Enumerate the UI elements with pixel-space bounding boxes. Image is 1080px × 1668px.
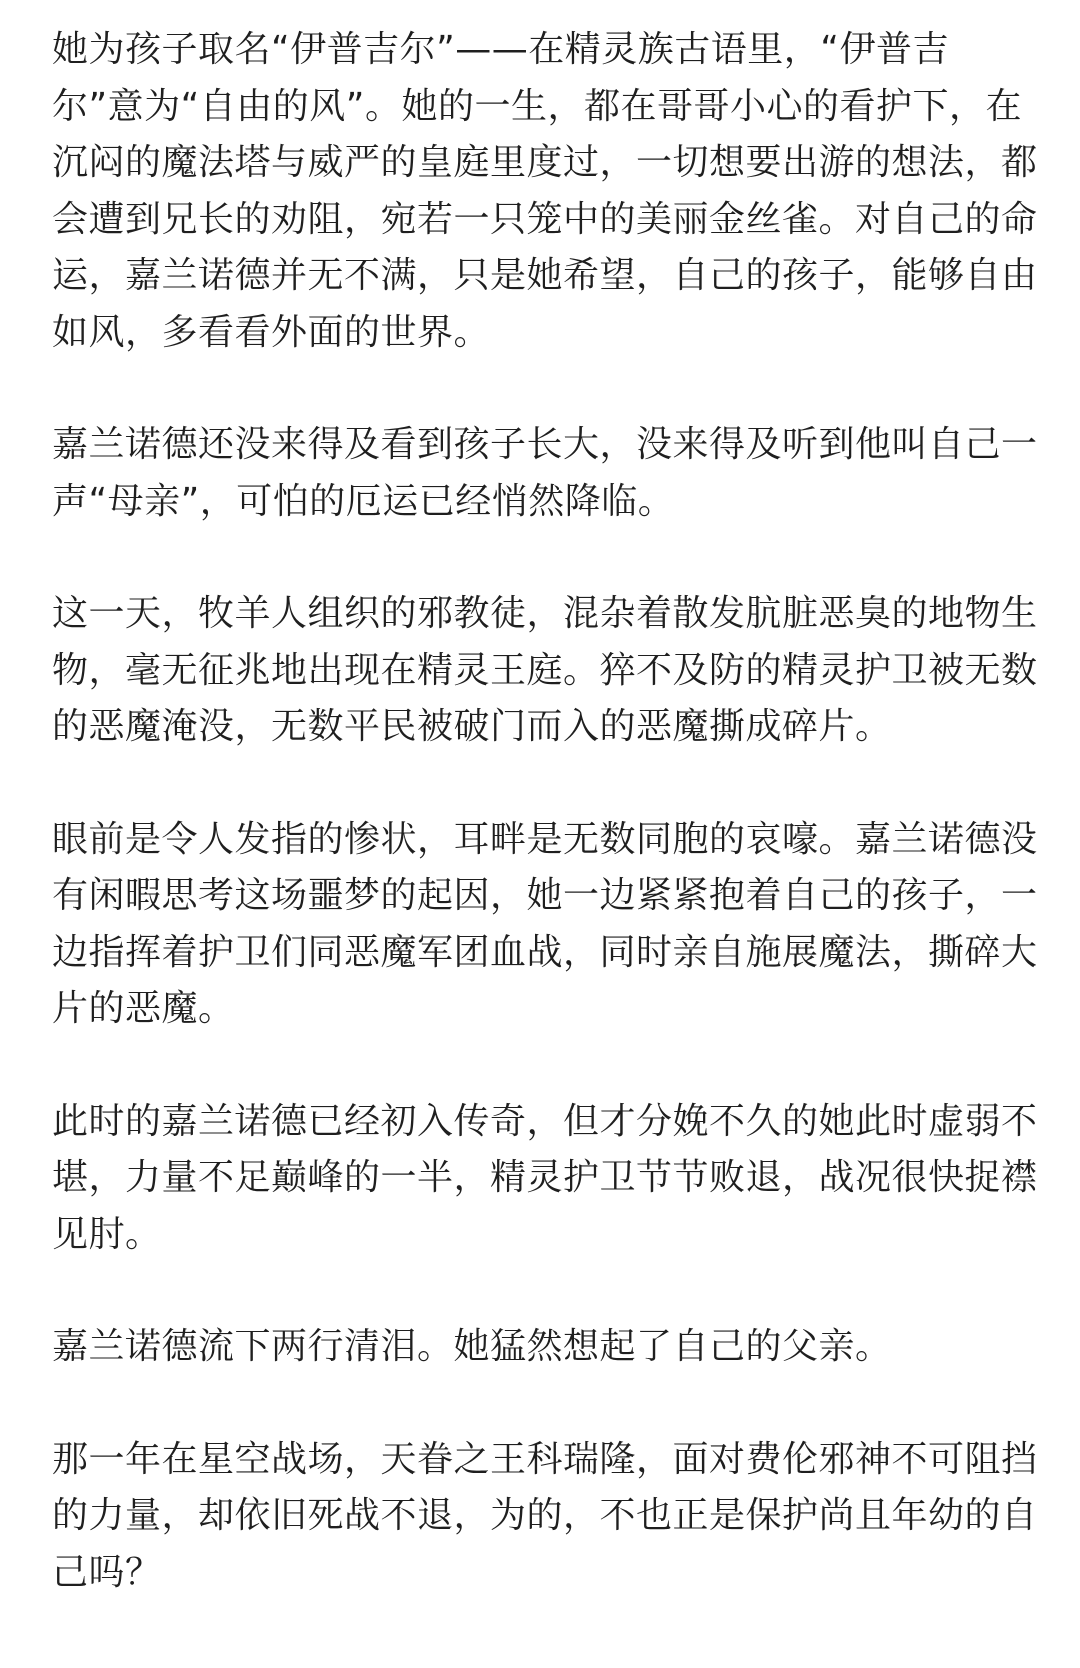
paragraph-3: 这一天，牧羊人组织的邪教徒，混杂着散发肮脏恶臭的地物生物，毫无征兆地出现在精灵王庭。猝不及防的精灵护卫被无数的恶魔淹没，无数平民被破门而入的恶魔撕成碎片。 (52, 593, 1038, 747)
paragraph-4: 眼前是令人发指的惨状，耳畔是无数同胞的哀嚎。嘉兰诺德没有闲暇思考这场噩梦的起因，她一边紧紧抱着自己的孩子，一边指挥着护卫们同恶魔军团血战，同时亲自施展魔法，撕碎大片的恶魔。 (52, 818, 1038, 1029)
paragraph-7: 那一年在星空战场，天眷之王科瑞隆，面对费伦邪神不可阻挡的力量，却依旧死战不退，为的，不也正是保护尚且年幼的自己吗？ (52, 1438, 1038, 1593)
paragraph-5: 此时的嘉兰诺德已经初入传奇，但才分娩不久的她此时虚弱不堪，力量不足巅峰的一半，精灵护卫节节败退，战况很快捉襟见肘。 (52, 1100, 1038, 1255)
paragraph-6: 嘉兰诺德流下两行清泪。她猛然想起了自己的父亲。 (52, 1326, 892, 1367)
paragraph-1: 她为孩子取名“伊普吉尔”——在精灵族古语里，“伊普吉尔”意为“自由的风”。她的一生，都在哥哥小心的看护下，在沉闷的魔法塔与威严的皇庭里度过，一切想要出游的想法，都会遭到兄长的劝阻，宛若一只笼中的美丽金丝雀。对自己的命运，嘉兰诺德并无不满，只是她希望，自己的孩子，能够自由如风，多看看外面的世界。 (52, 29, 1038, 353)
paragraph-2: 嘉兰诺德还没来得及看到孩子长大，没来得及听到他叫自己一声“母亲”，可怕的厄运已经悄然降临。 (52, 424, 1038, 522)
